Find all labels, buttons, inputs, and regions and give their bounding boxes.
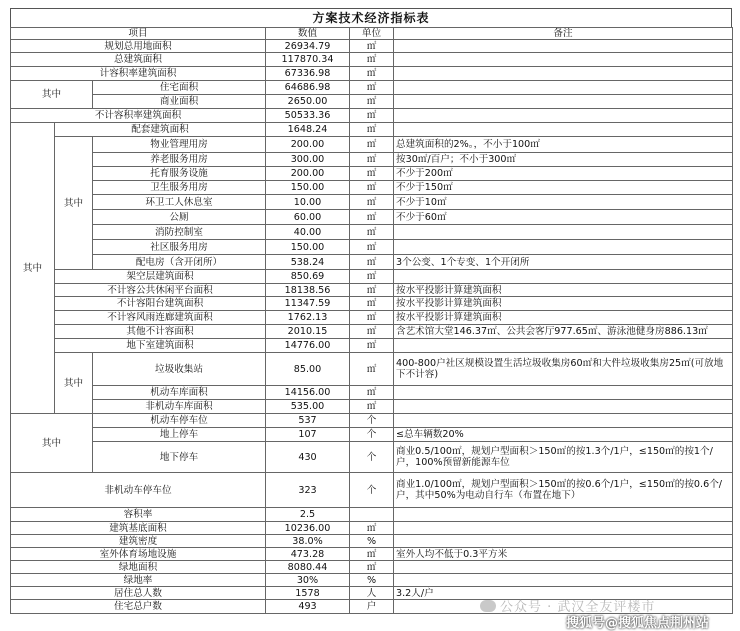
row-label: 不计容阳台建筑面积 (55, 297, 266, 311)
table-row (11, 40, 733, 53)
row-value: 1578 (266, 587, 350, 600)
table-row (11, 428, 733, 442)
row-label: 公厕 (93, 210, 266, 225)
row-value: 2.5 (266, 508, 350, 522)
row-label: 容积率 (11, 508, 266, 522)
table-row (11, 167, 733, 181)
row-unit: % (350, 574, 394, 587)
row-unit: % (350, 535, 394, 548)
row-label: 环卫工人休息室 (93, 195, 266, 210)
table-row (11, 442, 733, 473)
row-note (394, 339, 733, 353)
row-note (394, 400, 733, 414)
row-label: 不计容风雨连廊建筑面积 (55, 311, 266, 325)
row-label: 托育服务设施 (93, 167, 266, 181)
row-label: 绿地面积 (11, 561, 266, 574)
table-row (11, 270, 733, 284)
row-value: 64686.98 (266, 81, 350, 95)
row-label: 地下室建筑面积 (55, 339, 266, 353)
row-note: 3.2人/户 (394, 587, 733, 600)
row-label: 架空层建筑面积 (55, 270, 266, 284)
row-note: 按水平投影计算建筑面积 (394, 297, 733, 311)
row-label: 其他不计容面积 (55, 325, 266, 339)
row-label: 消防控制室 (93, 225, 266, 240)
row-unit: ㎡ (350, 40, 394, 53)
table-row (11, 473, 733, 508)
row-note (394, 574, 733, 587)
row-label: 不计容公共休闲平台面积 (55, 284, 266, 297)
header-unit: 单位 (350, 28, 394, 40)
row-value: 323 (266, 473, 350, 508)
row-unit: ㎡ (350, 53, 394, 67)
row-unit: ㎡ (350, 181, 394, 195)
table-row (11, 284, 733, 297)
row-label: 商业面积 (93, 95, 266, 109)
wechat-icon (480, 600, 496, 612)
row-value: 493 (266, 600, 350, 614)
row-unit: ㎡ (350, 311, 394, 325)
row-note: ≤总车辆数20% (394, 428, 733, 442)
row-value: 38.0% (266, 535, 350, 548)
row-value: 14776.00 (266, 339, 350, 353)
table-row (11, 522, 733, 535)
row-note: 室外人均不低于0.3平方米 (394, 548, 733, 561)
table-row (11, 240, 733, 255)
row-unit: ㎡ (350, 210, 394, 225)
row-note: 3个公变、1个专变、1个开闭所 (394, 255, 733, 270)
row-unit: ㎡ (350, 325, 394, 339)
header-item: 项目 (11, 28, 266, 40)
row-unit: ㎡ (350, 522, 394, 535)
row-label: 地下停车 (93, 442, 266, 473)
table-row (11, 535, 733, 548)
row-note: 不少于60㎡ (394, 210, 733, 225)
row-label: 养老服务用房 (93, 153, 266, 167)
row-unit: 个 (350, 414, 394, 428)
row-note: 按水平投影计算建筑面积 (394, 311, 733, 325)
table-row (11, 67, 733, 81)
row-value: 60.00 (266, 210, 350, 225)
row-unit: 个 (350, 442, 394, 473)
table-row (11, 255, 733, 270)
row-unit: ㎡ (350, 297, 394, 311)
row-value: 1648.24 (266, 123, 350, 137)
header-row (11, 28, 733, 40)
subgroup-label: 其中 (55, 137, 93, 270)
row-value: 18138.56 (266, 284, 350, 297)
row-value: 850.69 (266, 270, 350, 284)
row-note (394, 508, 733, 522)
row-unit: ㎡ (350, 137, 394, 153)
table-row (11, 81, 733, 95)
row-note: 商业0.5/100㎡，规划户型面积＞150㎡的按1.3个/1户，≤150㎡的按1个/户，100%预留新能源车位 (394, 442, 733, 473)
table-row (11, 195, 733, 210)
table-row (11, 339, 733, 353)
row-note (394, 386, 733, 400)
row-note (394, 522, 733, 535)
table-row (11, 95, 733, 109)
header-note: 备注 (394, 28, 733, 40)
table-row (11, 508, 733, 522)
row-label: 住宅总户数 (11, 600, 266, 614)
row-value: 473.28 (266, 548, 350, 561)
table-row (11, 325, 733, 339)
watermark-sohu: 搜狐号@搜狐焦点荆州站 (566, 616, 710, 631)
row-label: 卫生服务用房 (93, 181, 266, 195)
row-unit: ㎡ (350, 284, 394, 297)
table-row (11, 123, 733, 137)
row-unit: ㎡ (350, 339, 394, 353)
row-note (394, 270, 733, 284)
row-label: 建筑密度 (11, 535, 266, 548)
row-value: 40.00 (266, 225, 350, 240)
row-value: 1762.13 (266, 311, 350, 325)
table-row (11, 210, 733, 225)
row-value: 538.24 (266, 255, 350, 270)
row-label: 室外体育场地设施 (11, 548, 266, 561)
table-row (11, 548, 733, 561)
row-note (394, 67, 733, 81)
row-value: 10.00 (266, 195, 350, 210)
row-label: 计容积率建筑面积 (11, 67, 266, 81)
row-unit: ㎡ (350, 240, 394, 255)
table-row (11, 225, 733, 240)
row-note (394, 240, 733, 255)
row-unit (350, 508, 394, 522)
row-note: 不少于10㎡ (394, 195, 733, 210)
row-value: 430 (266, 442, 350, 473)
row-value: 11347.59 (266, 297, 350, 311)
row-note (394, 40, 733, 53)
table-row (11, 386, 733, 400)
row-note: 总建筑面积的2%。，不小于100㎡ (394, 137, 733, 153)
row-unit: ㎡ (350, 353, 394, 386)
table-row (11, 400, 733, 414)
row-value: 10236.00 (266, 522, 350, 535)
row-note (394, 123, 733, 137)
row-label: 住宅面积 (93, 81, 266, 95)
row-label: 不计容积率建筑面积 (11, 109, 266, 123)
row-label: 非机动车停车位 (11, 473, 266, 508)
row-label: 垃圾收集站 (93, 353, 266, 386)
row-unit: ㎡ (350, 561, 394, 574)
row-value: 26934.79 (266, 40, 350, 53)
row-value: 67336.98 (266, 67, 350, 81)
row-unit: ㎡ (350, 386, 394, 400)
row-unit: ㎡ (350, 225, 394, 240)
row-label: 规划总用地面积 (11, 40, 266, 53)
row-note (394, 81, 733, 95)
row-value: 85.00 (266, 353, 350, 386)
row-unit: ㎡ (350, 153, 394, 167)
row-unit: 人 (350, 587, 394, 600)
row-unit: ㎡ (350, 67, 394, 81)
row-unit: ㎡ (350, 167, 394, 181)
row-note (394, 225, 733, 240)
row-label: 非机动车库面积 (93, 400, 266, 414)
row-note: 不少于200㎡ (394, 167, 733, 181)
row-value: 14156.00 (266, 386, 350, 400)
row-value: 200.00 (266, 137, 350, 153)
row-value: 2650.00 (266, 95, 350, 109)
row-value: 117870.34 (266, 53, 350, 67)
row-unit: 个 (350, 473, 394, 508)
row-value: 8080.44 (266, 561, 350, 574)
table-row (11, 353, 733, 386)
row-unit: ㎡ (350, 195, 394, 210)
row-value: 535.00 (266, 400, 350, 414)
row-label: 物业管理用房 (93, 137, 266, 153)
table-row (11, 297, 733, 311)
row-value: 107 (266, 428, 350, 442)
row-label: 机动车库面积 (93, 386, 266, 400)
row-unit: ㎡ (350, 81, 394, 95)
row-value: 150.00 (266, 181, 350, 195)
row-note: 不少于150㎡ (394, 181, 733, 195)
row-label: 总建筑面积 (11, 53, 266, 67)
table-row (11, 414, 733, 428)
row-label: 配套建筑面积 (55, 123, 266, 137)
table-row (11, 574, 733, 587)
row-unit: ㎡ (350, 95, 394, 109)
row-value: 50533.36 (266, 109, 350, 123)
row-value: 300.00 (266, 153, 350, 167)
group-label: 其中 (11, 81, 93, 109)
row-note: 商业1.0/100㎡，规划户型面积＞150㎡的按0.6个/1户，≤150㎡的按0.6个/户，其中50%为电动自行车（布置在地下） (394, 473, 733, 508)
row-value: 537 (266, 414, 350, 428)
row-note: 按水平投影计算建筑面积 (394, 284, 733, 297)
watermark-wechat: 公众号 · 武汉全友评楼市 (480, 596, 655, 615)
row-value: 2010.15 (266, 325, 350, 339)
table-row (11, 311, 733, 325)
row-note (394, 561, 733, 574)
row-unit: ㎡ (350, 255, 394, 270)
table-row (11, 53, 733, 67)
table-row (11, 561, 733, 574)
row-value: 200.00 (266, 167, 350, 181)
row-note (394, 109, 733, 123)
table-row (11, 181, 733, 195)
indicator-table-body (11, 28, 733, 614)
row-value: 150.00 (266, 240, 350, 255)
table-title: 方案技术经济指标表 (10, 8, 732, 27)
row-note: 含艺术馆大堂146.37㎡、公共会客厅977.65㎡、游泳池健身房886.13㎡ (394, 325, 733, 339)
row-note (394, 414, 733, 428)
row-note: 400-800户社区规模设置生活垃圾收集房60㎡和大件垃圾收集房25㎡(可放地下不计容) (394, 353, 733, 386)
table-row (11, 137, 733, 153)
row-label: 地上停车 (93, 428, 266, 442)
row-unit: ㎡ (350, 109, 394, 123)
tech-economic-sheet (10, 8, 732, 631)
row-note (394, 95, 733, 109)
row-note (394, 53, 733, 67)
row-label: 建筑基底面积 (11, 522, 266, 535)
row-unit: ㎡ (350, 548, 394, 561)
row-note: 按30㎡/百户；不小于300㎡ (394, 153, 733, 167)
row-unit: 户 (350, 600, 394, 614)
row-note (394, 535, 733, 548)
row-value: 30% (266, 574, 350, 587)
row-unit: ㎡ (350, 400, 394, 414)
row-label: 社区服务用房 (93, 240, 266, 255)
group-label: 其中 (11, 414, 93, 473)
indicator-table (10, 27, 733, 614)
row-unit: ㎡ (350, 123, 394, 137)
header-value: 数值 (266, 28, 350, 40)
row-label: 居住总人数 (11, 587, 266, 600)
table-row (11, 153, 733, 167)
table-row (11, 109, 733, 123)
subgroup-label: 其中 (55, 353, 93, 414)
row-unit: ㎡ (350, 270, 394, 284)
group-label: 其中 (11, 123, 55, 414)
row-label: 绿地率 (11, 574, 266, 587)
row-label: 机动车停车位 (93, 414, 266, 428)
row-label: 配电房（含开闭所） (93, 255, 266, 270)
row-unit: 个 (350, 428, 394, 442)
